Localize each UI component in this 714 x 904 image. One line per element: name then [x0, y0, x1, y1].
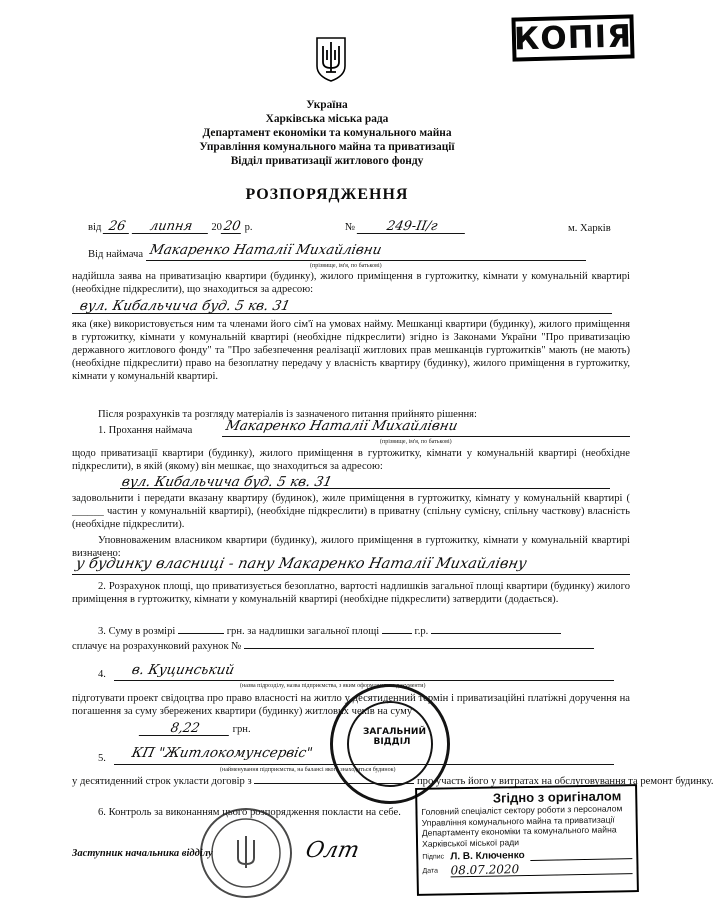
document-number: 249-ІІ/г [357, 220, 467, 234]
header-country: Україна [306, 99, 348, 111]
signer-position: Заступник начальника відділу [72, 848, 213, 859]
number-line: № 249-ІІ/г [345, 220, 466, 234]
document-title: РОЗПОРЯДЖЕННЯ [245, 186, 409, 203]
trident-emblem-icon [314, 36, 348, 82]
round-seal [330, 684, 450, 804]
copy-stamp-name: Л. В. Ключенко [450, 850, 525, 863]
item4-value: в. Куцинський [130, 662, 236, 678]
header-administration: Управління комунального майна та приватизації [199, 141, 455, 153]
item4-sum-line: 8,22 грн. [140, 722, 251, 736]
item1-caption: (прізвище, ім'я, по батькові) [380, 439, 452, 445]
item1-text: щодо приватизації квартири (будинку), жилого приміщення в гуртожитку, кімнати у комунальній квартирі (необхідне підкреслити), в якій (якому) він мешкає, що знаходиться за адресою: [72, 448, 630, 473]
item1-label: 1. Прохання наймача [98, 425, 193, 436]
item4-label: 4. [98, 669, 106, 680]
owner-text: Уповноваженим власником квартири (будинку), жилого приміщення в гуртожитку, кімнати у комунальній квартирі визначено: [72, 535, 630, 560]
tenant-name: Макаренко Наталії Михайлівни [148, 242, 384, 258]
header-council: Харківська міська рада [265, 113, 389, 125]
item4-text: підготувати проект свідоцтва про право власності на житло у десятиденний термін і приватизаційні платіжні доручення на погашення за суму збережених квартири (будинку) житлових чеків на суму [72, 693, 630, 718]
item1-text-2: задовольнити і передати вказану квартиру (будинок), жиле приміщення в гуртожитку, кімнату у комунальній квартирі ( ______ частин у комунальній квартирі), (необхідне підкреслити) в приватну (спільну сумісну, спільну часткову) власність (необхідне підкреслити). [72, 493, 630, 531]
item3-account: сплачує на розрахунковий рахунок № [72, 640, 594, 653]
date-day: 26 [103, 220, 131, 234]
seal-emblem-icon [202, 810, 290, 896]
header-division: Відділ приватизації житлового фонду [230, 155, 424, 167]
item1-tenant-name: Макаренко Наталії Михайлівни [224, 418, 460, 434]
tenant-label: Від наймача [88, 249, 144, 260]
header-department: Департамент економіки та комунального майна [202, 127, 452, 139]
item5-caption: (найменування підприємства, на балансі якого знаходиться будинок) [220, 767, 396, 773]
signature-mark: Олт [303, 838, 362, 863]
date-month: липня [131, 220, 209, 234]
seal-line-2: ВІДДІЛ [373, 737, 411, 747]
seal-line-1: ЗАГАЛЬНИЙ [363, 727, 426, 737]
paragraph-3: Після розрахунків та розгляду матеріалів із зазначеного питання прийнято рішення: [98, 409, 477, 420]
item5-value: КП "Житлокомунсервіс" [130, 745, 315, 761]
city: м. Харків [568, 223, 611, 234]
certified-copy-stamp: Згідно з оригіналом Головний спеціаліст сектору роботи з персоналом Управління комунального майна та приватизації Департаменту економіки та комунального майна Харківської міської ради Підпис Л. В. Ключенко Дата 08.07.2020 [415, 784, 639, 896]
paragraph-1: надійшла заява на приватизацію квартири (будинку), жилого приміщення в гуртожитку, кімнати у комунальній квартирі (необхідне підкреслити), що знаходиться за адресою: [72, 271, 630, 296]
item3-line: 3. Суму в розмірі грн. за надлишки загальної площі г.р. [98, 625, 561, 638]
item4-caption: (назва підрозділу, назва підприємства, з яким оформляються документи) [240, 683, 426, 689]
paragraph-2: яка (яке) використовується ним та членами його сім'ї на умовах найму. Мешканці квартири (будинку), жилого приміщення в гуртожитку, кімнати у комунальній квартирі (необхідне підкреслити) згідно із Законами України "Про приватизацію державного житлового фонду" та "Про забезпечення реалізації житлових прав мешканців гуртожитків" мають (не мають) (необхідне підкреслити) право на безоплатну передачу у власність квартиру (будинку), жилого приміщення в гуртожитку, кімнати у комунальній квартирі. [72, 319, 630, 383]
date-year: 20 [222, 219, 242, 234]
copy-stamp-date: 08.07.2020 [450, 862, 632, 877]
item6-text: 6. Контроль за виконанням цього розпорядження покласти на себе. [98, 807, 401, 818]
item5-text: у десятиденний строк укласти договір з про участь його у витратах на обслуговування та ремонт будинку. [72, 776, 714, 787]
address-1: вул. Кибальчича буд. 5 кв. 31 [78, 298, 292, 314]
date-line: від 26 липня 2020 р. [88, 219, 253, 234]
owner-name: у будинку власниці - пану Макаренко Наталії Михайлівну [74, 556, 529, 572]
copy-stamp-title: Згідно з оригіналом [492, 788, 622, 806]
address-2: вул. Кибальчича буд. 5 кв. 31 [120, 474, 334, 490]
tenant-caption: (прізвище, ім'я, по батькові) [310, 263, 382, 269]
copy-stamp-position: Головний спеціаліст сектору роботи з персоналом Управління комунального майна та приватизації Департаменту економіки та комунального майна Харківської міської ради [421, 803, 623, 849]
item2-text: 2. Розрахунок площі, що приватизується безоплатно, вартості надлишків загальної площі квартири (будинку) жилого приміщення в гуртожитку, кімнати у комунальній квартирі (необхідне підкреслити) затвердити (додається). [72, 581, 630, 606]
copy-stamp-label: КОПІЯ [511, 14, 634, 61]
item5-label: 5. [98, 753, 106, 764]
item4-sum: 8,22 [139, 722, 231, 736]
second-seal [200, 808, 292, 898]
